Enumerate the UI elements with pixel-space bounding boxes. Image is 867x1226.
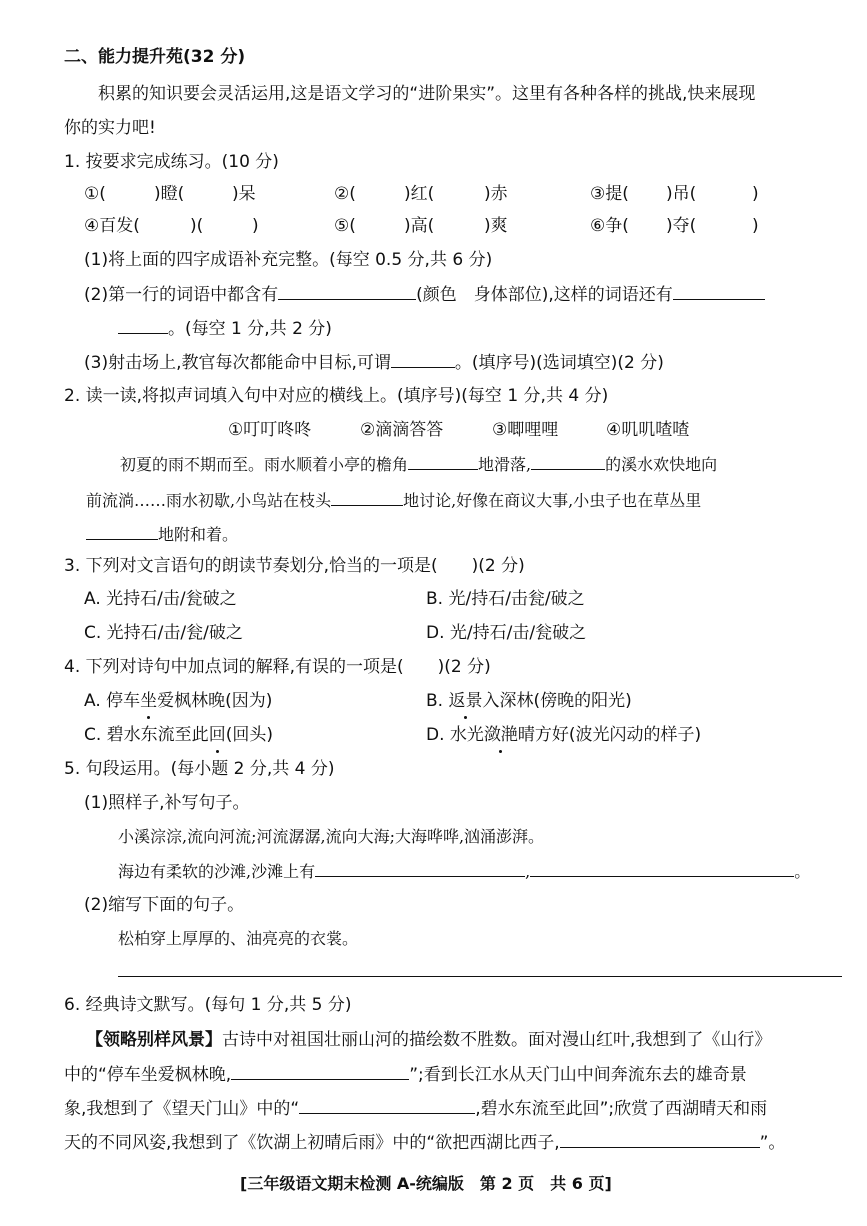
answer-blank[interactable] <box>530 858 794 877</box>
q1-r2-h: )夺( <box>666 216 697 236</box>
q4-d-post: 晴方好(波光闪动的样子) <box>517 725 702 745</box>
q5-fill-line <box>118 858 810 885</box>
q5-fill-a: 海边有柔软的沙滩,沙滩上有 <box>118 862 316 881</box>
q1-part-3 <box>84 349 664 376</box>
q4-b-post: 入深林(傍晚的阳光) <box>482 691 632 711</box>
q5-part-1: (1)照样子,补写句子。 <box>84 793 250 813</box>
q1-r2-e: )高( <box>404 216 435 236</box>
q1-r1-a: ①( <box>84 184 106 204</box>
q1-r1-e: )红( <box>404 184 435 204</box>
q6-l2a: 中的“停车坐爱枫林晚, <box>64 1065 232 1085</box>
q3-title: 3. 下列对文言语句的朗读节奏划分,恰当的一项是( )(2 分) <box>64 556 525 576</box>
q1-part-3-b: 。(填序号)(选词填空)(2 分) <box>454 353 664 373</box>
answer-blank[interactable] <box>118 315 168 334</box>
q1-r2-d: ⑤( <box>334 216 356 236</box>
q1-r2-f: )爽 <box>484 216 508 236</box>
answer-blank[interactable] <box>408 451 478 470</box>
q1-r1-b: )瞪( <box>154 184 185 204</box>
q4-option-b[interactable] <box>426 688 632 714</box>
q1-part-3-a: (3)射击场上,教官每次都能命中目标,可谓 <box>84 353 391 373</box>
q6-line-4 <box>64 1129 785 1156</box>
q1-r1-i: ) <box>752 184 759 204</box>
intro-line-2: 你的实力吧! <box>64 118 156 138</box>
q2-s1a: 初夏的雨不期而至。雨水顺着小亭的檐角 <box>120 455 409 474</box>
q1-part-2-cont <box>118 315 332 342</box>
q5-example: 小溪淙淙,流向河流;河流潺潺,流向大海;大海哗哗,汹涌澎湃。 <box>118 827 545 846</box>
q3-option-c[interactable]: C. 光持石/击/瓮/破之 <box>84 623 243 643</box>
q4-a-post: 爱枫林晚(因为) <box>157 691 273 711</box>
q2-s3: 地附和着。 <box>158 525 239 544</box>
q2-passage-line-2 <box>86 487 701 514</box>
answer-blank[interactable] <box>315 858 525 877</box>
q1-r2-g: ⑥争( <box>590 216 629 236</box>
q4-option-c[interactable] <box>84 722 273 748</box>
section-title: 二、能力提升苑(32 分) <box>64 47 246 67</box>
q6-title: 6. 经典诗文默写。(每句 1 分,共 5 分) <box>64 995 352 1015</box>
q1-part-2-a: (2)第一行的词语中都含有 <box>84 285 279 305</box>
q5-fill-b: , <box>525 862 531 881</box>
q6-l2b: ”;看到长江水从天门山中间奔流东去的雄奇景 <box>409 1065 747 1085</box>
q4-title: 4. 下列对诗句中加点词的解释,有误的一项是( )(2 分) <box>64 657 491 677</box>
q2-title: 2. 读一读,将拟声词填入句中对应的横线上。(填序号)(每空 1 分,共 4 分) <box>64 386 609 406</box>
q2-s1c: 的溪水欢快地向 <box>605 455 718 474</box>
q4-b-dotted-word: 返景 <box>448 688 482 714</box>
q1-r1-f: )赤 <box>484 184 508 204</box>
q1-r1-h: )吊( <box>666 184 697 204</box>
q2-s2b: 地讨论,好像在商议大事,小虫子也在草丛里 <box>403 491 702 510</box>
answer-blank[interactable] <box>231 1061 409 1080</box>
answer-blank[interactable] <box>331 487 403 506</box>
q2-option-4: ④叽叽喳喳 <box>606 420 690 440</box>
q1-r1-c: )呆 <box>232 184 256 204</box>
q4-b-pre: B. <box>426 691 449 711</box>
q6-l4b: ”。 <box>759 1133 786 1153</box>
q1-r2-c: ) <box>252 216 259 236</box>
q3-option-a[interactable]: A. 光持石/击/瓮破之 <box>84 589 237 609</box>
q1-r2-b: )( <box>190 216 204 236</box>
q1-r1-d: ②( <box>334 184 356 204</box>
q4-a-dotted-word: 坐 <box>140 688 157 714</box>
answer-blank[interactable] <box>673 281 765 300</box>
q4-option-a[interactable] <box>84 688 272 714</box>
q4-c-post: (回头) <box>225 725 273 745</box>
q2-option-2: ②滴滴答答 <box>360 420 444 440</box>
q4-c-dotted-word: 回 <box>209 722 226 748</box>
q4-d-pre: D. 水光 <box>426 725 484 745</box>
answer-blank[interactable] <box>560 1129 760 1148</box>
q6-l3b: ,碧水东流至此回”;欣赏了西湖晴天和雨 <box>475 1099 768 1119</box>
q6-l1b: 古诗中对祖国壮丽山河的描绘数不胜数。面对漫山红叶,我想到了《山行》 <box>222 1030 772 1050</box>
q4-a-pre: A. 停车 <box>84 691 141 711</box>
q1-part-2-c: 。(每空 1 分,共 2 分) <box>168 319 332 339</box>
q1-part-1: (1)将上面的四字成语补充完整。(每空 0.5 分,共 6 分) <box>84 250 493 270</box>
q1-part-2 <box>84 281 765 308</box>
q5-part-2: (2)缩写下面的句子。 <box>84 895 245 915</box>
q2-option-1: ①叮叮咚咚 <box>228 420 312 440</box>
answer-blank[interactable] <box>391 349 455 368</box>
q1-r2-a: ④百发( <box>84 216 140 236</box>
q2-s2a: 前流淌……雨水初歇,小鸟站在枝头 <box>86 491 332 510</box>
q4-d-dotted-word: 潋滟 <box>484 722 518 748</box>
q6-line-3 <box>64 1095 767 1122</box>
answer-blank[interactable] <box>86 521 158 540</box>
answer-blank[interactable] <box>299 1095 475 1114</box>
q2-passage-line-3 <box>86 521 238 548</box>
q1-title: 1. 按要求完成练习。(10 分) <box>64 152 279 172</box>
q3-option-b[interactable]: B. 光/持石/击瓮/破之 <box>426 589 585 609</box>
q6-l4a: 天的不同风姿,我想到了《饮湖上初晴后雨》中的“欲把西湖比西子, <box>64 1133 560 1153</box>
page-footer: [三年级语文期末检测 A-统编版 第 2 页 共 6 页] <box>240 1174 612 1193</box>
q2-passage-line-1 <box>120 451 717 478</box>
q4-option-d[interactable] <box>426 722 701 748</box>
q5-fill-c: 。 <box>794 862 811 881</box>
q2-option-3: ③唧哩哩 <box>492 420 559 440</box>
q1-r2-i: ) <box>752 216 759 236</box>
q5-answer-line[interactable] <box>118 976 842 977</box>
q1-part-2-b: (颜色 身体部位),这样的词语还有 <box>416 285 673 305</box>
answer-blank[interactable] <box>278 281 416 300</box>
q6-line-1 <box>86 1027 771 1053</box>
q6-line-2 <box>64 1061 747 1088</box>
q3-option-d[interactable]: D. 光/持石/击/瓮破之 <box>426 623 587 643</box>
intro-line-1: 积累的知识要会灵活运用,这是语文学习的“进阶果实”。这里有各种各样的挑战,快来展现 <box>98 84 756 104</box>
q5-title: 5. 句段运用。(每小题 2 分,共 4 分) <box>64 759 335 779</box>
q4-c-pre: C. 碧水东流至此 <box>84 725 209 745</box>
answer-blank[interactable] <box>531 451 605 470</box>
q5-sentence: 松柏穿上厚厚的、油亮亮的衣裳。 <box>118 929 359 948</box>
q1-r1-g: ③提( <box>590 184 629 204</box>
q6-l3a: 象,我想到了《望天门山》中的“ <box>64 1099 300 1119</box>
q6-heading: 【领略别样风景】 <box>86 1030 222 1050</box>
q2-s1b: 地滑落, <box>478 455 532 474</box>
